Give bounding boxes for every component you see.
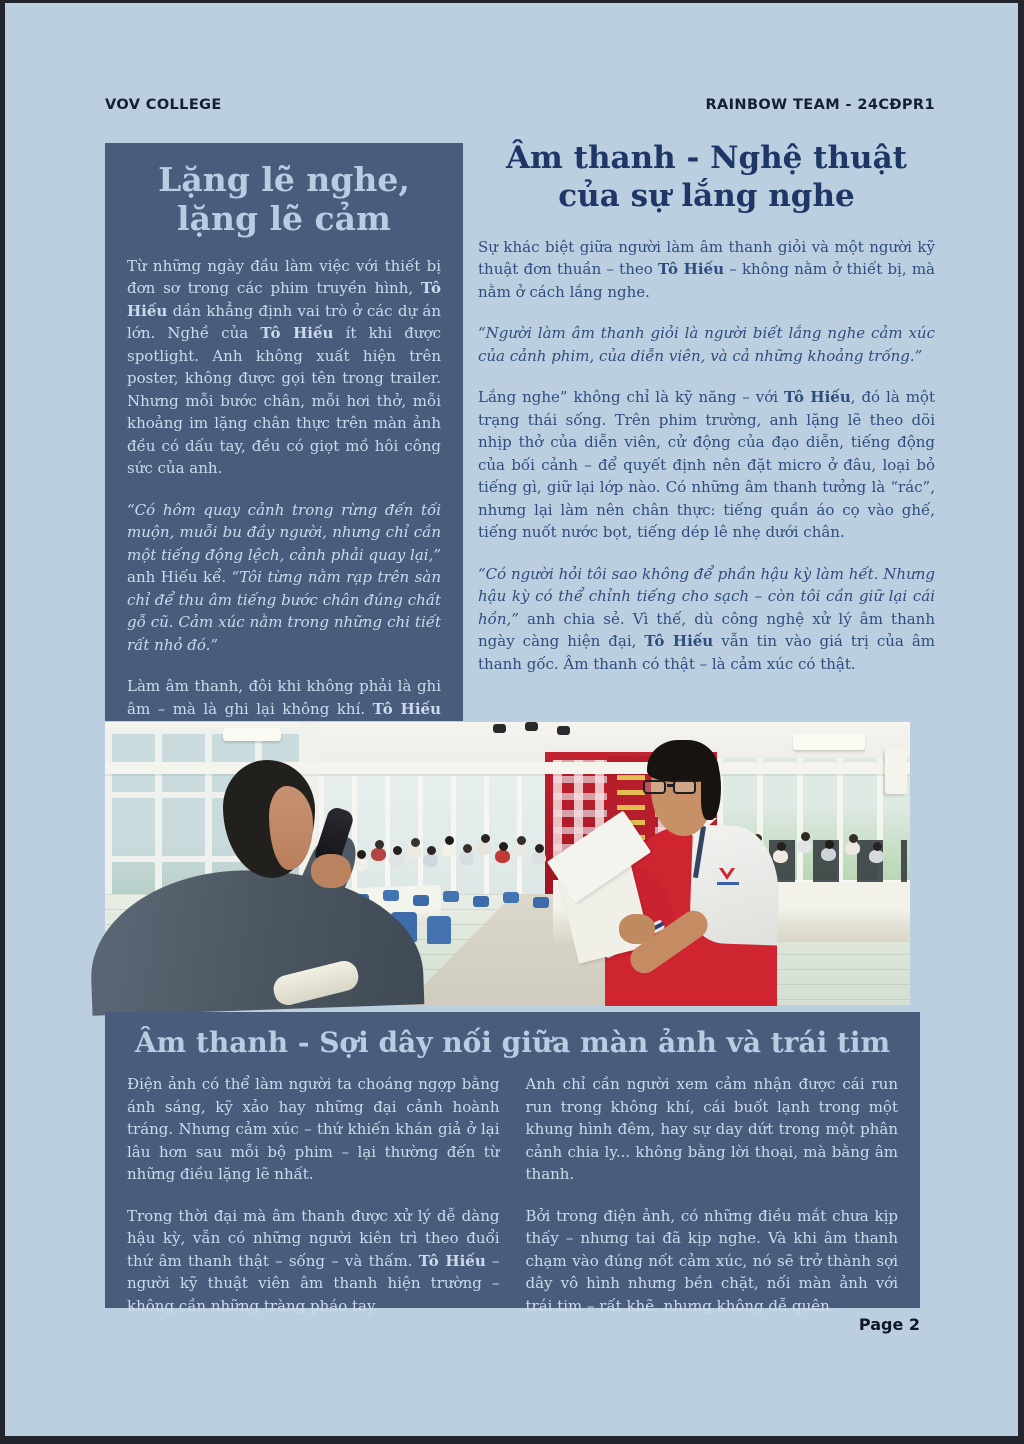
right-article-title: Âm thanh - Nghệ thuật của sự lắng nghe xyxy=(506,140,907,214)
glasses-lens xyxy=(643,780,666,794)
paragraph: Làm âm thanh, đôi khi không phải là ghi âm – mà là ghi lại không khí. Tô Hiếu xyxy=(127,677,441,718)
photo-left-man-hand xyxy=(311,854,351,888)
paragraph: Sự khác biệt giữa người làm âm thanh giỏi và một người kỹ thuật đơn thuần – theo Tô Hiếu – không nằm ở thiết bị, mà nằm ở cách lắng nghe. xyxy=(478,237,935,301)
photo-polo-logo-text xyxy=(717,882,739,885)
photo-air-conditioner xyxy=(223,728,281,741)
paragraph: “Có người hỏi tôi sao không để phần hậu kỳ làm hết. Nhưng hậu kỳ có thể chỉnh tiếng cho sạch – còn tôi cần giữ lại cái hồn,” anh chia sẻ. Vì thế, dù công nghệ xử lý âm thanh ngày càng hiện đại, Tô Hiếu vẫn tin vào giá trị của âm thanh gốc. Âm thanh có thật – là cảm xúc có thật. xyxy=(478,564,935,673)
page-number: Page 2 xyxy=(858,1315,920,1334)
paragraph: Lắng nghe” không chỉ là kỹ năng – với Tô Hiếu, đó là một trạng thái sống. Trên phim trường, anh lặng lẽ theo dõi nhịp thở của diễn viên, cử động của đạo diễn, tiếng động của bối cảnh – để quyết định nên đặt micro ở đâu, loại bỏ tiếng gì, giữ lại lớp nào. Có những âm thanh tưởng là “rác”, nhưng lại làm nên chân thực: tiếng quần áo cọ vào ghế, tiếng nuốt nước bọt, tiếng dép lê nhẹ dưới chân. xyxy=(478,388,935,542)
photo-air-conditioner xyxy=(885,748,907,794)
photo-right-man-hair xyxy=(701,756,721,820)
paragraph: Từ những ngày đầu làm việc với thiết bị đơn sơ trong các phim truyền hình, Tô Hiếu dần khẳng định vai trò ở các dự án lớn. Nghề của Tô Hiếu ít khi được spotlight. Anh không xuất hiện trên poster, không được gọi tên trong trailer. Nhưng mỗi bước chân, mỗi hơi thở, mỗi khoảng im lặng chân thực trên màn ảnh đều có dấu tay, đều có giọt mồ hôi công sức của anh. xyxy=(127,256,442,478)
left-article-title-line2: lặng lẽ cảm xyxy=(177,198,391,238)
paragraph: “Người làm âm thanh giỏi là người biết lắng nghe cảm xúc của cảnh phim, của diễn viên, và cả những khoảng trống.” xyxy=(478,324,935,365)
glasses-lens xyxy=(673,780,696,794)
photo-blue-chairs xyxy=(105,722,121,733)
paragraph: “Có hôm quay cảnh trong rừng đến tối muộn, muỗi bu đầy người, nhưng chỉ cần một tiếng động lệch, cảnh phải quay lại,” anh Hiếu kể. “Tôi từng nằm rạp trên sàn chỉ để thu âm tiếng bước chân đúng chất gỗ cũ. Cảm xúc nằm trong những chi tiết rất nhỏ đó.” xyxy=(127,500,441,654)
bottom-article-columns xyxy=(127,1073,898,1336)
event-photo xyxy=(105,722,910,1005)
glasses xyxy=(643,780,703,796)
bottom-article-col1 xyxy=(127,1073,500,1336)
photo-window-mid xyxy=(319,776,545,894)
paragraph: Điện ảnh có thể làm người ta choáng ngợp bằng ánh sáng, kỹ xảo hay những đại cảnh hoành tráng. Nhưng cảm xúc – thứ khiến khán giả ở lại lâu hơn sau mỗi bộ phim – lại thường đến từ những điều lặng lẽ nhất. xyxy=(127,1075,500,1183)
masthead-right-text: RAINBOW TEAM - 24CĐPR1 xyxy=(705,97,935,113)
article-am-thanh-nghe-thuat xyxy=(478,140,935,720)
paragraph: Anh chỉ cần người xem cảm nhận được cái run run trong không khí, cái buốt lạnh trong một khung hình đêm, hay sự day dứt trong một phân cảnh chia ly... không bằng lời thoại, mà bằng âm thanh. xyxy=(525,1075,898,1183)
masthead-left-text: VOV COLLEGE xyxy=(105,97,222,113)
article-soi-day-noi xyxy=(105,1012,920,1315)
photo-ceiling-lamps xyxy=(493,724,506,733)
photo-air-conditioner xyxy=(793,734,865,750)
photo-ceiling-beam xyxy=(105,762,910,774)
photo-right-man-hand xyxy=(619,914,655,944)
article-lang-le-nghe xyxy=(105,143,463,721)
magazine-page xyxy=(5,3,1018,1436)
bottom-article-col2 xyxy=(526,1073,899,1336)
masthead xyxy=(105,97,935,113)
paragraph: Bởi trong điện ảnh, có những điều mắt chưa kịp thấy – nhưng tai đã kịp nghe. Và khi âm thanh chạm vào đúng nốt cảm xúc, nó sẽ trở thành sợi dây vô hình nhưng bền chặt, nối màn ảnh với trái tim – rất khẽ, nhưng không dễ quên. xyxy=(525,1206,898,1315)
paragraph: Trong thời đại mà âm thanh được xử lý dễ dàng hậu kỳ, vẫn có những người kiên trì theo đuổi thứ âm thanh thật – sống – và thấm. Tô Hiếu – người kỹ thuật viên âm thanh hiện trường – không cần những tràng pháo tay. xyxy=(127,1206,500,1315)
left-article-title xyxy=(127,161,441,239)
photo-blue-chair xyxy=(427,916,451,944)
left-article-title-line1: Lặng lẽ nghe, xyxy=(158,160,410,199)
page-footer xyxy=(105,1315,920,1334)
bottom-article-title: Âm thanh - Sợi dây nối giữa màn ảnh và trái tim xyxy=(134,1026,891,1059)
